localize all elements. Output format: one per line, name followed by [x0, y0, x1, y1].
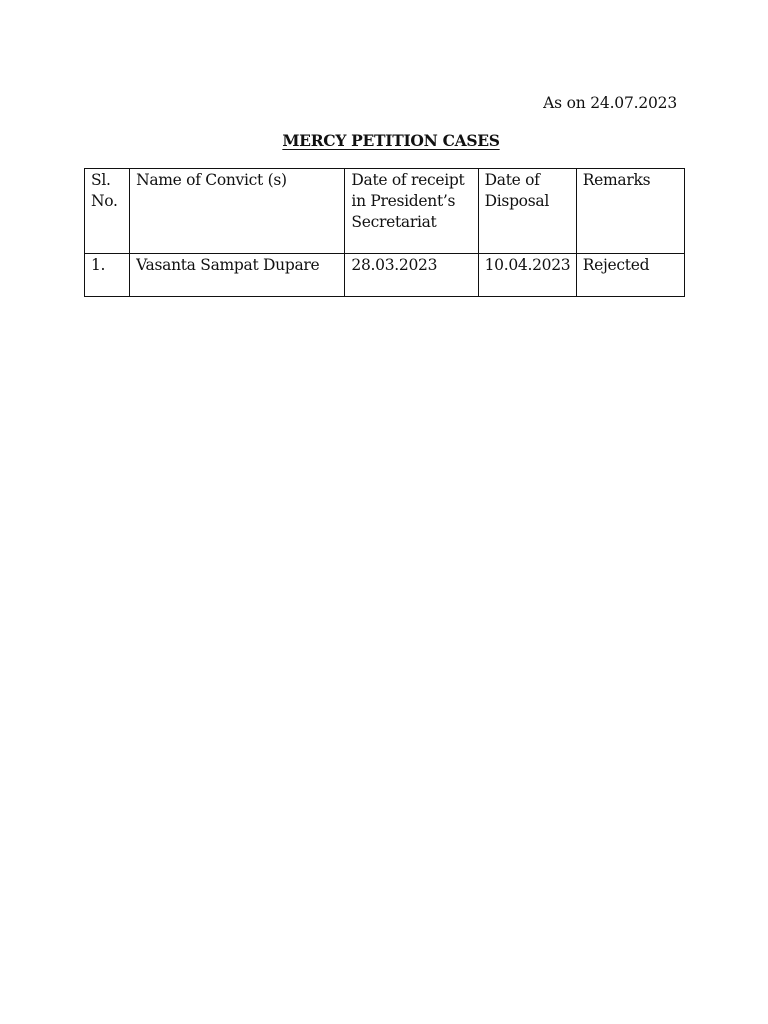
- header-sl-no-line-1: Sl.: [91, 171, 111, 189]
- header-receipt-line-1: Date of receipt: [351, 171, 465, 189]
- document-title-text: MERCY PETITION CASES: [282, 131, 500, 150]
- header-sl-no: [85, 169, 130, 254]
- cell-date-of-receipt: 28.03.2023: [345, 254, 478, 297]
- header-receipt-line-2: in President’s: [351, 192, 456, 210]
- cell-sl-no: 1.: [85, 254, 130, 297]
- header-name-of-convict: [130, 169, 345, 254]
- header-remarks: [576, 169, 684, 254]
- header-name-line-1: Name of Convict (s): [136, 171, 287, 189]
- as-on-date: As on 24.07.2023: [543, 94, 677, 112]
- header-date-of-disposal: [478, 169, 576, 254]
- table-row: [85, 254, 685, 297]
- header-date-of-receipt: [345, 169, 478, 254]
- header-receipt-line-3: Secretariat: [351, 213, 437, 231]
- header-disposal-line-1: Date of: [484, 171, 540, 189]
- header-remarks-line-1: Remarks: [582, 171, 651, 189]
- table-header-row: [85, 169, 685, 254]
- header-disposal-line-2: Disposal: [484, 192, 549, 210]
- document-title: [0, 131, 768, 150]
- mercy-petition-table: [84, 168, 685, 297]
- cell-date-of-disposal: 10.04.2023: [478, 254, 576, 297]
- cell-remarks: Rejected: [576, 254, 684, 297]
- header-sl-no-line-2: No.: [91, 192, 118, 210]
- cell-convict-name: Vasanta Sampat Dupare: [130, 254, 345, 297]
